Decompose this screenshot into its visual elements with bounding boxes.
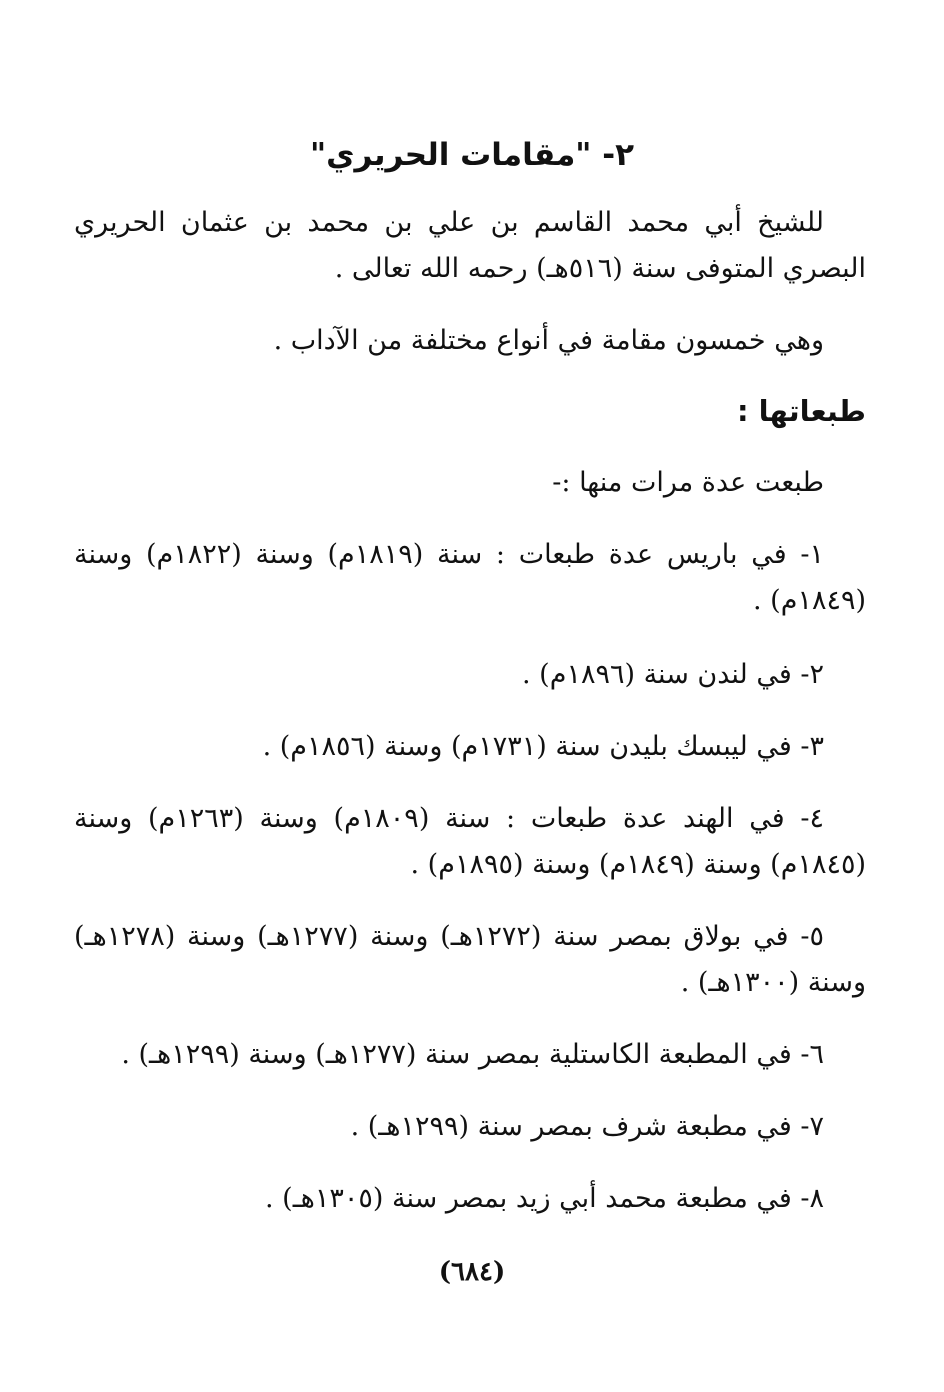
edition-item-6: ٦- في المطبعة الكاستلية بمصر سنة (١٢٧٧هـ) وسنة (١٢٩٩هـ) .	[121, 1039, 824, 1070]
edition-item-3: ٣- في ليبسك بليدن سنة (١٧٣١م) وسنة (١٨٥٦م) .	[262, 731, 824, 762]
edition-item-8: ٨- في مطبعة محمد أبي زيد بمصر سنة (١٣٠٥هـ) .	[265, 1183, 824, 1214]
description-paragraph: وهي خمسون مقامة في أنواع مختلفة من الآداب .	[273, 325, 824, 356]
edition-item-7: ٧- في مطبعة شرف بمصر سنة (١٢٩٩هـ) .	[350, 1111, 824, 1142]
edition-item-1: ١- في باريس عدة طبعات : سنة (١٨١٩م) وسنة (١٨٢٢م) وسنة (١٨٤٩م) .	[74, 539, 866, 616]
section-title: ٢- "مقامات الحريري"	[309, 137, 635, 173]
intro-paragraph: للشيخ أبي محمد القاسم بن علي بن محمد بن عثمان الحريري البصري المتوفى سنة (٥١٦هـ) رحمه الله تعالى .	[74, 207, 866, 284]
edition-item-4: ٤- في الهند عدة طبعات : سنة (١٨٠٩م) وسنة (١٢٦٣م) وسنة (١٨٤٥م) وسنة (١٨٤٩م) وسنة (١٨٩٥م) .	[74, 803, 866, 880]
editions-intro: طبعت عدة مرات منها :-	[552, 467, 824, 498]
edition-item-2: ٢- في لندن سنة (١٨٩٦م) .	[522, 659, 824, 690]
edition-item-5: ٥- في بولاق بمصر سنة (١٢٧٢هـ) وسنة (١٢٧٧هـ) وسنة (١٢٧٨هـ) وسنة (١٣٠٠هـ) .	[74, 921, 866, 998]
editions-heading: طبعاتها :	[736, 394, 866, 428]
page-number: (٦٨٤)	[438, 1257, 506, 1287]
